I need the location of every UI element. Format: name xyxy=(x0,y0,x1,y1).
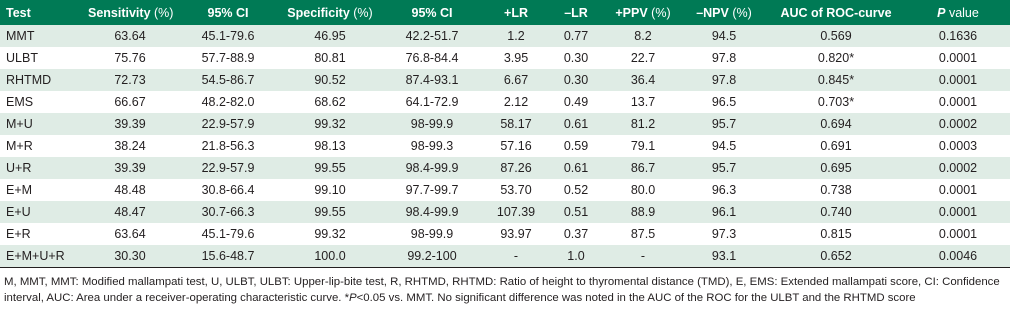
cell-test: M+R xyxy=(6,139,33,153)
cell-sensitivity: 66.67 xyxy=(114,95,146,109)
cell-p-value: 0.1636 xyxy=(938,29,978,43)
cell-ci-specificity: 98.4-99.9 xyxy=(405,205,459,219)
header-test: Test xyxy=(6,5,31,20)
cell-auc: 0.845* xyxy=(817,73,855,87)
cell-auc: 0.652 xyxy=(766,245,906,267)
cell-npv: 94.5 xyxy=(711,29,737,43)
cell-minus-lr: 0.52 xyxy=(563,183,589,197)
cell-minus-lr: 0.49 xyxy=(563,95,589,109)
table-row xyxy=(0,25,1010,47)
cell-minus-lr: 0.51 xyxy=(563,205,589,219)
cell-auc: 0.820* xyxy=(817,51,855,65)
cell-ppv: 8.2 xyxy=(634,29,652,43)
cell-minus-lr: 0.37 xyxy=(563,227,589,241)
cell-ppv: - xyxy=(604,245,682,267)
cell-ci-sensitivity: 30.7-66.3 xyxy=(201,205,255,219)
cell-plus-lr: 6.67 xyxy=(503,73,529,87)
cell-minus-lr: 0.59 xyxy=(563,139,589,153)
cell-ppv: 80.0 xyxy=(630,183,656,197)
cell-p-value: 0.0001 xyxy=(938,183,978,197)
cell-test: E+R xyxy=(6,227,31,241)
cell-npv: 95.7 xyxy=(711,117,737,131)
cell-minus-lr: 0.77 xyxy=(563,29,589,43)
table-row xyxy=(0,157,1010,179)
table-row xyxy=(0,91,1010,113)
cell-test: EMS xyxy=(6,95,34,109)
header-p-value: P value xyxy=(937,5,979,20)
cell-ci-sensitivity: 15.6-48.7 xyxy=(176,245,280,267)
cell-test: E+U xyxy=(6,205,31,219)
cell-auc: 0.703* xyxy=(817,95,855,109)
cell-plus-lr: 93.97 xyxy=(500,227,532,241)
cell-ci-sensitivity: 57.7-88.9 xyxy=(201,51,255,65)
cell-minus-lr: 1.0 xyxy=(548,245,604,267)
cell-test: U+R xyxy=(6,161,32,175)
cell-ppv: 86.7 xyxy=(630,161,656,175)
cell-npv: 93.1 xyxy=(682,245,766,267)
cell-ci-sensitivity: 54.5-86.7 xyxy=(201,73,255,87)
cell-ppv: 79.1 xyxy=(630,139,656,153)
table-row xyxy=(0,135,1010,157)
cell-specificity: 68.62 xyxy=(314,95,346,109)
cell-sensitivity: 72.73 xyxy=(114,73,146,87)
cell-plus-lr: 1.2 xyxy=(507,29,525,43)
cell-sensitivity: 63.64 xyxy=(114,227,146,241)
cell-auc: 0.691 xyxy=(820,139,852,153)
cell-specificity: 99.32 xyxy=(314,117,346,131)
cell-plus-lr: 57.16 xyxy=(500,139,532,153)
table-row xyxy=(0,113,1010,135)
cell-sensitivity: 38.24 xyxy=(114,139,146,153)
cell-sensitivity: 75.76 xyxy=(114,51,146,65)
cell-ci-specificity: 87.4-93.1 xyxy=(405,73,459,87)
cell-test: RHTMD xyxy=(6,73,52,87)
header-row xyxy=(0,0,1010,25)
header-specificity: Specificity (%) xyxy=(287,5,373,20)
cell-ppv: 36.4 xyxy=(630,73,656,87)
cell-ci-specificity: 98-99.9 xyxy=(410,117,454,131)
cell-ci-specificity: 97.7-99.7 xyxy=(405,183,459,197)
cell-specificity: 46.95 xyxy=(314,29,346,43)
cell-ci-specificity: 76.8-84.4 xyxy=(405,51,459,65)
cell-specificity: 98.13 xyxy=(314,139,346,153)
cell-specificity: 99.55 xyxy=(314,161,346,175)
cell-specificity: 99.32 xyxy=(314,227,346,241)
header-auc: AUC of ROC-curve xyxy=(780,5,892,20)
cell-p-value: 0.0046 xyxy=(906,245,1010,267)
cell-test: E+M+U+R xyxy=(0,245,84,267)
cell-ppv: 22.7 xyxy=(630,51,656,65)
header-ci-sensitivity: 95% CI xyxy=(207,5,249,20)
cell-ci-specificity: 98-99.3 xyxy=(410,139,454,153)
cell-p-value: 0.0001 xyxy=(938,227,978,241)
cell-auc: 0.694 xyxy=(820,117,852,131)
cell-specificity: 80.81 xyxy=(314,51,346,65)
table-row xyxy=(0,69,1010,91)
cell-ppv: 13.7 xyxy=(630,95,656,109)
header-sensitivity: Sensitivity (%) xyxy=(88,5,174,20)
cell-sensitivity: 39.39 xyxy=(114,161,146,175)
table-row xyxy=(0,179,1010,201)
cell-ci-specificity: 98.4-99.9 xyxy=(405,161,459,175)
header-npv: –NPV (%) xyxy=(696,5,752,20)
cell-p-value: 0.0001 xyxy=(938,205,978,219)
cell-ci-specificity: 64.1-72.9 xyxy=(405,95,459,109)
header-plus-lr: +LR xyxy=(504,5,528,20)
cell-auc: 0.738 xyxy=(820,183,852,197)
cell-npv: 96.1 xyxy=(711,205,737,219)
cell-sensitivity: 48.47 xyxy=(114,205,146,219)
cell-plus-lr: 2.12 xyxy=(503,95,529,109)
cell-p-value: 0.0001 xyxy=(938,51,978,65)
cell-sensitivity: 30.30 xyxy=(84,245,176,267)
cell-minus-lr: 0.30 xyxy=(563,73,589,87)
cell-auc: 0.815 xyxy=(820,227,852,241)
cell-npv: 96.3 xyxy=(711,183,737,197)
cell-test: E+M xyxy=(6,183,33,197)
cell-plus-lr: 87.26 xyxy=(500,161,532,175)
cell-ppv: 81.2 xyxy=(630,117,656,131)
cell-test: ULBT xyxy=(6,51,38,65)
cell-npv: 95.7 xyxy=(711,161,737,175)
cell-npv: 94.5 xyxy=(711,139,737,153)
cell-ci-sensitivity: 22.9-57.9 xyxy=(201,161,255,175)
cell-auc: 0.569 xyxy=(820,29,852,43)
cell-minus-lr: 0.30 xyxy=(563,51,589,65)
header-ci-specificity: 95% CI xyxy=(411,5,453,20)
cell-test: MMT xyxy=(6,29,35,43)
cell-ci-specificity: 42.2-51.7 xyxy=(405,29,459,43)
cell-auc: 0.695 xyxy=(820,161,852,175)
cell-auc: 0.740 xyxy=(820,205,852,219)
cell-ci-specificity: 99.2-100 xyxy=(380,245,484,267)
table-row xyxy=(0,201,1010,223)
cell-plus-lr: 107.39 xyxy=(496,205,536,219)
cell-minus-lr: 0.61 xyxy=(563,117,589,131)
cell-p-value: 0.0002 xyxy=(938,161,978,175)
cell-plus-lr: 3.95 xyxy=(503,51,529,65)
cell-ppv: 88.9 xyxy=(630,205,656,219)
cell-npv: 97.8 xyxy=(711,51,737,65)
cell-ci-sensitivity: 21.8-56.3 xyxy=(201,139,255,153)
cell-minus-lr: 0.61 xyxy=(563,161,589,175)
cell-ci-sensitivity: 22.9-57.9 xyxy=(201,117,255,131)
cell-p-value: 0.0001 xyxy=(938,95,978,109)
cell-p-value: 0.0002 xyxy=(938,117,978,131)
cell-ci-sensitivity: 45.1-79.6 xyxy=(201,227,255,241)
table-row xyxy=(0,47,1010,69)
cell-ci-sensitivity: 48.2-82.0 xyxy=(201,95,255,109)
table-footnote: M, MMT, MMT: Modified mallampati test, U, ULBT, ULBT: Upper-lip-bite test, R, RHTMD, RHTMD: Ratio of height to thyromental distance (TMD), E, EMS: Extended mallampati score, CI: Confidence interval, AUC: Area under a receiver-operating characteristic curve. *P<0.05 vs. MMT. No significant difference was noted in the AUC of the ROC for the ULBT and the RHTMD score xyxy=(4,275,1000,304)
cell-sensitivity: 63.64 xyxy=(114,29,146,43)
table-row xyxy=(0,245,1010,267)
cell-plus-lr: - xyxy=(484,245,548,267)
cell-npv: 97.3 xyxy=(711,227,737,241)
cell-p-value: 0.0001 xyxy=(938,73,978,87)
header-ppv: +PPV (%) xyxy=(615,5,671,20)
cell-specificity: 99.55 xyxy=(314,205,346,219)
cell-npv: 96.5 xyxy=(711,95,737,109)
cell-ci-specificity: 98-99.9 xyxy=(410,227,454,241)
cell-ci-sensitivity: 30.8-66.4 xyxy=(201,183,255,197)
table-row xyxy=(0,223,1010,245)
cell-ci-sensitivity: 45.1-79.6 xyxy=(201,29,255,43)
cell-p-value: 0.0003 xyxy=(938,139,978,153)
cell-sensitivity: 39.39 xyxy=(114,117,146,131)
cell-specificity: 90.52 xyxy=(314,73,346,87)
cell-sensitivity: 48.48 xyxy=(114,183,146,197)
cell-specificity: 99.10 xyxy=(314,183,346,197)
cell-npv: 97.8 xyxy=(711,73,737,87)
cell-ppv: 87.5 xyxy=(630,227,656,241)
table-body xyxy=(0,25,1010,267)
cell-plus-lr: 58.17 xyxy=(500,117,532,131)
header-minus-lr: –LR xyxy=(564,5,588,20)
cell-specificity: 100.0 xyxy=(280,245,380,267)
cell-test: M+U xyxy=(6,117,33,131)
cell-plus-lr: 53.70 xyxy=(500,183,532,197)
